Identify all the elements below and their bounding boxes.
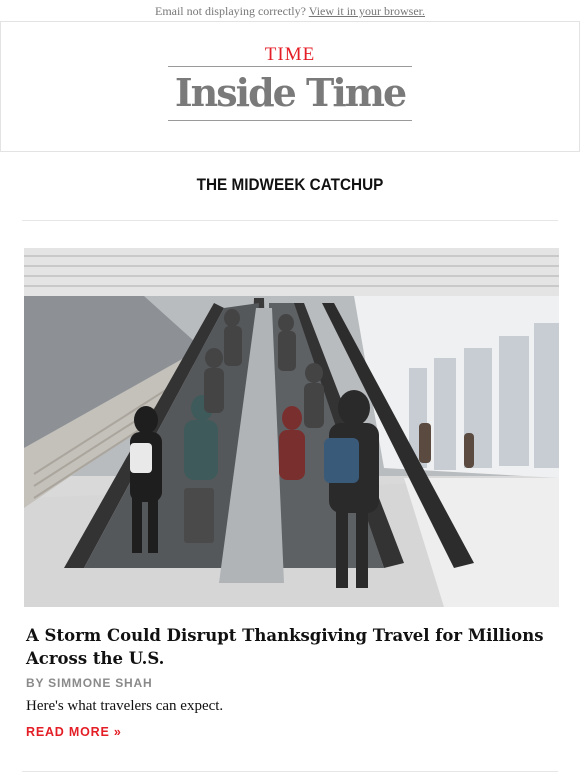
story-divider [22,771,558,772]
story-dek: Here's what travelers can expect. [26,698,224,714]
masthead-rule-top [168,66,412,67]
section-heading: THE MIDWEEK CATCHUP [196,175,384,194]
story-image[interactable] [24,248,559,607]
view-in-browser-link[interactable]: View it in your browser. [308,4,426,18]
masthead [0,21,580,152]
read-more-link[interactable]: READ MORE » [26,725,122,739]
preheader-text: Email not displaying correctly? [154,4,306,18]
section-divider [22,220,558,221]
story-byline: BY SIMMONE SHAH [26,676,153,690]
time-logo[interactable]: TIME [264,44,316,65]
masthead-rule-bottom [168,120,412,121]
newsletter-title: Inside Time [174,70,406,115]
story-headline[interactable]: A Storm Could Disrupt Thanksgiving Travel for Millions Across the U.S. [26,626,544,668]
preheader [0,4,580,19]
